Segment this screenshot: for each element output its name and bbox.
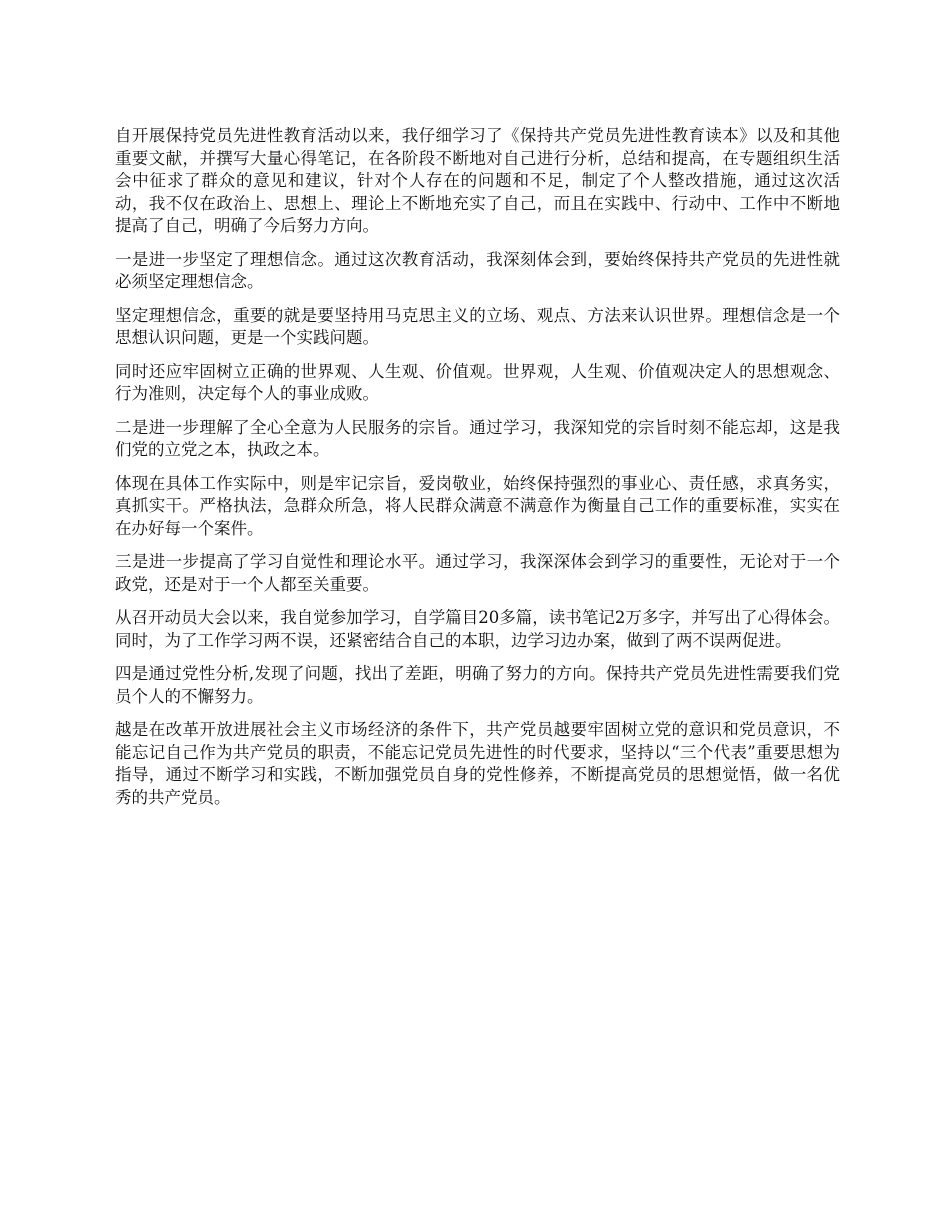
paragraph-8: 从召开动员大会以来，我自觉参加学习，自学篇目20多篇，读书笔记2万多字，并写出了心得体会。同时，为了工作学习两不误，还紧密结合自己的本职，边学习边办案，做到了两不误两促进。: [115, 608, 840, 650]
paragraph-3: 坚定理想信念，重要的就是要坚持用马克思主义的立场、观点、方法来认识世界。理想信念是一个思想认识问题，更是一个实践问题。: [115, 305, 840, 347]
paragraph-9: 四是通过党性分析,发现了问题，找出了差距，明确了努力的方向。保持共产党员先进性需要我们党员个人的不懈努力。: [115, 664, 840, 706]
paragraph-2: 一是进一步坚定了理想信念。通过这次教育活动，我深刻体会到，要始终保持共产党员的先进性就必须坚定理想信念。: [115, 249, 840, 291]
paragraph-5: 二是进一步理解了全心全意为人民服务的宗旨。通过学习，我深知党的宗旨时刻不能忘却，这是我们党的立党之本，执政之本。: [115, 417, 840, 459]
paragraph-6: 体现在具体工作实际中，则是牢记宗旨，爱岗敬业，始终保持强烈的事业心、责任感，求真务实，真抓实干。严格执法，急群众所急，将人民群众满意不满意作为衡量自己工作的重要标准，实实在在办好每一个案件。: [115, 473, 840, 538]
paragraph-7: 三是进一步提高了学习自觉性和理论水平。通过学习，我深深体会到学习的重要性，无论对于一个政党，还是对于一个人都至关重要。: [115, 552, 840, 594]
document-page: [115, 125, 840, 820]
paragraph-1: 自开展保持党员先进性教育活动以来，我仔细学习了《保持共产党员先进性教育读本》以及和其他重要文献，并撰写大量心得笔记，在各阶段不断地对自己进行分析，总结和提高，在专题组织生活会中征求了群众的意见和建议，针对个人存在的问题和不足，制定了个人整改措施，通过这次活动，我不仅在政治上、思想上、理论上不断地充实了自己，而且在实践中、行动中、工作中不断地提高了自己，明确了今后努力方向。: [115, 126, 840, 235]
paragraph-10: 越是在改革开放进展社会主义市场经济的条件下，共产党员越要牢固树立党的意识和党员意识，不能忘记自己作为共产党员的职责，不能忘记党员先进性的时代要求，坚持以“三个代表”重要思想为指导，通过不断学习和实践，不断加强党员自身的党性修养，不断提高党员的思想觉悟，做一名优秀的共产党员。: [115, 720, 840, 807]
paragraph-4: 同时还应牢固树立正确的世界观、人生观、价值观。世界观，人生观、价值观决定人的思想观念、行为准则，决定每个人的事业成败。: [115, 361, 840, 403]
